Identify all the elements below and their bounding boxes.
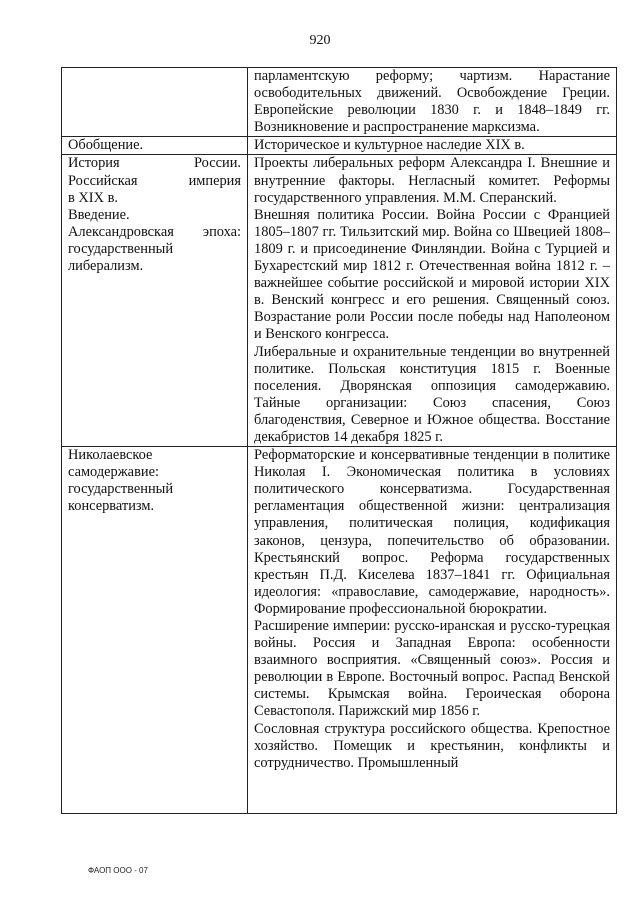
content-cell bbox=[248, 155, 617, 447]
topic-line: консерватизм. bbox=[68, 498, 155, 515]
curriculum-table bbox=[61, 67, 617, 814]
topic-line: либерализм. bbox=[68, 258, 144, 275]
topic-line: Обобщение. bbox=[68, 137, 144, 154]
footer-document-code: ФАОП ООО - 07 bbox=[88, 866, 148, 875]
topic-line: государственный bbox=[68, 240, 174, 257]
topic-line: Николаевское bbox=[68, 447, 153, 464]
table-row bbox=[62, 68, 617, 137]
content-paragraph: Внешняя политика России. Война России с Францией 1805–1807 гг. Тильзитский мир. Война со Швецией 1808–1809 г. и присоединение Финляндии. Война с Турцией и Бухарестский мир 1812 г. Отечественная война 1812 г. – важнейшее событие российской и мировой истории XIX в. Венский конгресс и его решения. Священный союз. Возрастание роли России после победы над Наполеоном и Венского конгресса. bbox=[254, 206, 610, 343]
topic-line: Российская империя bbox=[68, 172, 241, 189]
content-paragraph: парламентскую реформу; чартизм. Нарастание освободительных движений. Освобождение Греции. Европейские революции 1830 г. и 1848–1849 гг. Возникновение и распространение марксизма. bbox=[254, 68, 610, 136]
topic-cell bbox=[62, 137, 248, 155]
content-cell bbox=[248, 68, 617, 137]
topic-cell bbox=[62, 447, 248, 814]
page-number: 920 bbox=[309, 33, 331, 48]
table-row bbox=[62, 447, 617, 814]
topic-line: Александровская эпоха: bbox=[68, 223, 241, 240]
content-paragraph: Расширение империи: русско-иранская и русско-турецкая войны. Россия и Западная Европа: особенности взаимного восприятия. «Священный союз». Россия и революции в Европе. Восточный вопрос. Распад Венской системы. Крымская война. Героическая оборона Севастополя. Парижский мир 1856 г. bbox=[254, 618, 610, 720]
topic-line: История России. bbox=[68, 155, 241, 172]
content-cell bbox=[248, 137, 617, 155]
topic-cell bbox=[62, 68, 248, 137]
content-paragraph: Либеральные и охранительные тенденции во внутренней политике. Польская конституция 1815 г. Военные поселения. Дворянская оппозиция самодержавию. Тайные организации: Союз спасения, Союз благоденствия, Северное и Южное общества. Восстание декабристов 14 декабря 1825 г. bbox=[254, 343, 610, 445]
topic-line: государственный bbox=[68, 481, 174, 498]
topic-line: в XIX в. bbox=[68, 189, 118, 206]
topic-cell bbox=[62, 155, 248, 447]
table-row bbox=[62, 137, 617, 155]
topic-line: самодержавие: bbox=[68, 464, 159, 481]
content-paragraph: Историческое и культурное наследие XIX в. bbox=[254, 137, 525, 154]
content-paragraph: Проекты либеральных реформ Александра I. Внешние и внутренние факторы. Негласный комитет. Реформы государственного управления. М.М. Сперанский. bbox=[254, 155, 610, 206]
topic-line: Введение. bbox=[68, 206, 130, 223]
table-row bbox=[62, 155, 617, 447]
content-cell bbox=[248, 447, 617, 814]
content-paragraph: Сословная структура российского общества. Крепостное хозяйство. Помещик и крестьянин, конфликты и сотрудничество. Промышленный bbox=[254, 720, 610, 771]
content-paragraph: Реформаторские и консервативные тенденции в политике Николая I. Экономическая политика в условиях политического консерватизма. Государственная регламентация общественной жизни: централизация управления, политическая полиция, кодификация законов, цензура, попечительство об образовании. Крестьянский вопрос. Реформа государственных крестьян П.Д. Киселева 1837–1841 гг. Официальная идеология: «православие, самодержавие, народность». Формирование профессиональной бюрократии. bbox=[254, 447, 610, 617]
